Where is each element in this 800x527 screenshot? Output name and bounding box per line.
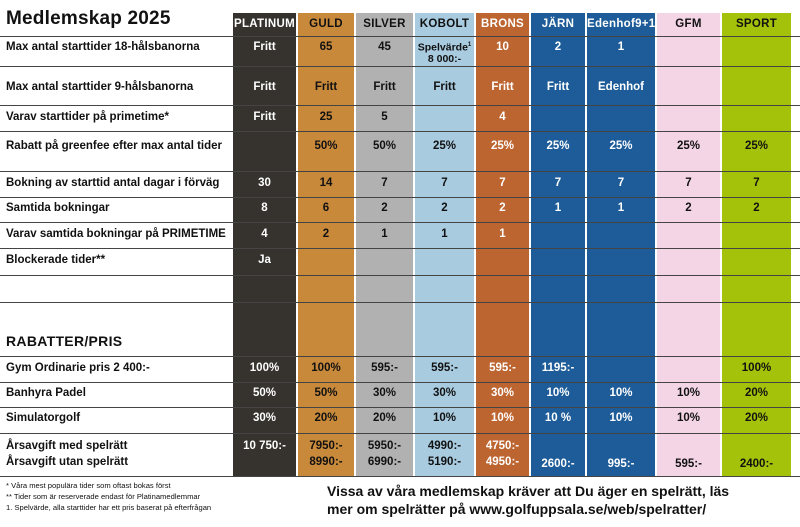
- price-cell-kobolt: 595:-: [431, 362, 458, 374]
- row-label: Max antal starttider 9-hålsbanorna: [6, 81, 194, 93]
- row-divider: [0, 197, 800, 198]
- footnote-blocked: ** Tider som är reserverade endast för Platinamedlemmar: [6, 492, 201, 501]
- price-cell-platinum: 50%: [252, 387, 277, 399]
- row-divider: [0, 433, 800, 434]
- spelvarde-value: 8 000:-: [427, 52, 462, 65]
- price-cell-guld: 20%: [314, 412, 338, 424]
- price-cell-kobolt: 30%: [432, 387, 457, 399]
- price-cell-kobolt: 10%: [432, 412, 457, 424]
- row-divider: [0, 36, 800, 37]
- cell-sport: 2: [753, 202, 760, 214]
- fee-edenhof: 995:-: [607, 458, 635, 470]
- row-divider: [0, 222, 800, 223]
- cell-jarn: 1: [554, 202, 562, 214]
- cell-guld: Fritt: [314, 81, 338, 93]
- column-header-silver: SILVER: [356, 13, 413, 35]
- cell-kobolt: Fritt: [433, 81, 456, 93]
- fee-gfm: 595:-: [675, 458, 702, 470]
- cell-guld: 65: [319, 41, 333, 53]
- column-header-gfm: GFM: [657, 13, 720, 35]
- cell-edenhof: 25%: [609, 140, 633, 152]
- cell-silver: 5: [381, 111, 388, 123]
- price-cell-edenhof: 10%: [609, 387, 633, 399]
- price-cell-jarn: 10 %: [544, 412, 572, 424]
- row-label: Varav samtida bokningar på PRIMETIME: [6, 228, 226, 240]
- price-row-label: Simulatorgolf: [6, 412, 81, 424]
- cell-platinum: Fritt: [253, 41, 276, 53]
- fee-kobolt-without: 5190:-: [427, 456, 462, 468]
- row-divider: [0, 275, 800, 276]
- spelratt-notice-line1: Vissa av våra medlemskap kräver att Du äger en spelrätt, läs: [327, 483, 730, 499]
- price-row-label: Gym Ordinarie pris 2 400:-: [6, 362, 150, 374]
- row-divider: [0, 476, 800, 477]
- price-cell-brons: 30%: [490, 387, 515, 399]
- fee-guld-with: 7950:-: [309, 440, 343, 452]
- cell-kobolt: 1: [441, 228, 448, 240]
- cell-kobolt: 2: [441, 202, 448, 214]
- cell-guld: 25: [319, 111, 333, 123]
- footnote-spelvarde: 1. Spelvärde, alla starttider har ett pris baserat på efterfrågan: [6, 503, 212, 512]
- column-header-edenhof: Edenhof9+1: [587, 13, 655, 35]
- cell-brons: 4: [499, 111, 506, 123]
- cell-kobolt: 25%: [432, 140, 457, 152]
- cell-platinum: Fritt: [253, 81, 276, 93]
- cell-silver: 2: [381, 202, 388, 214]
- price-cell-guld: 50%: [314, 387, 338, 399]
- column-header-guld: GULD: [298, 13, 354, 35]
- cell-guld: 50%: [314, 140, 338, 152]
- cell-brons: 10: [496, 41, 509, 53]
- cell-jarn: 25%: [546, 140, 570, 152]
- row-divider: [0, 382, 800, 383]
- cell-edenhof: 1: [617, 202, 625, 214]
- column-header-brons: BRONS: [476, 13, 529, 35]
- price-cell-sport: 20%: [744, 412, 769, 424]
- cell-silver: 1: [381, 228, 388, 240]
- fee-silver-without: 6990:-: [367, 456, 402, 468]
- cell-jarn: Fritt: [546, 81, 570, 93]
- cell-brons: 7: [499, 177, 506, 189]
- fee-silver-with: 5950:-: [367, 440, 402, 452]
- row-label: Rabatt på greenfee efter max antal tider: [6, 140, 223, 152]
- cell-brons: Fritt: [491, 81, 514, 93]
- cell-gfm: 7: [685, 177, 692, 189]
- price-cell-brons: 595:-: [489, 362, 516, 374]
- cell-brons: 1: [499, 228, 506, 240]
- cell-platinum: 8: [261, 202, 268, 214]
- fee-brons-without: 4950:-: [485, 456, 520, 468]
- row-label: Bokning av starttid antal dagar i förväg: [6, 177, 220, 189]
- cell-silver: 7: [381, 177, 388, 189]
- cell-guld: 14: [319, 177, 333, 189]
- fee-brons-with: 4750:-: [485, 440, 520, 452]
- row-label: Max antal starttider 18-hålsbanorna: [6, 41, 200, 53]
- fee-sport: 2400:-: [739, 458, 774, 470]
- fee-kobolt-with: 4990:-: [427, 440, 462, 452]
- cell-jarn: 7: [554, 177, 562, 189]
- cell-platinum: Ja: [258, 254, 271, 266]
- fee-label-with: Årsavgift med spelrätt: [6, 440, 128, 452]
- price-cell-silver: 595:-: [371, 362, 398, 374]
- price-cell-platinum: 30%: [252, 412, 277, 424]
- cell-guld: 2: [322, 228, 330, 240]
- row-divider: [0, 356, 800, 357]
- price-cell-edenhof: 10%: [609, 412, 633, 424]
- cell-platinum: 30: [258, 177, 271, 189]
- spelratt-notice-line2: mer om spelrätter på www.golfuppsala.se/web/spelratter/: [327, 501, 707, 517]
- row-label: Samtida bokningar: [6, 202, 110, 214]
- cell-brons: 2: [499, 202, 506, 214]
- cell-edenhof: 1: [617, 41, 625, 53]
- fee-platinum: 10 750:-: [243, 440, 286, 452]
- cell-platinum: Fritt: [253, 111, 276, 123]
- cell-silver: Fritt: [373, 81, 396, 93]
- column-header-platinum: PLATINUM: [233, 13, 296, 35]
- cell-edenhof: 7: [617, 177, 625, 189]
- price-cell-guld: 100%: [311, 362, 341, 374]
- row-divider: [0, 105, 800, 106]
- row-divider: [0, 171, 800, 172]
- column-header-kobolt: KOBOLT: [415, 13, 474, 35]
- row-divider: [0, 131, 800, 132]
- price-cell-platinum: 100%: [249, 362, 280, 374]
- cell-edenhof: Edenhof: [598, 81, 644, 93]
- spelvarde-label: Spelvärde: [417, 41, 468, 54]
- price-cell-gfm: 10%: [676, 412, 701, 424]
- cell-sport: 7: [753, 177, 760, 189]
- price-row-label: Banhyra Padel: [6, 387, 86, 399]
- footnote-primetime: * Våra mest populära tider som oftast bokas först: [6, 481, 171, 490]
- fee-label-without: Årsavgift utan spelrätt: [6, 456, 129, 468]
- page-title: Medlemskap 2025: [6, 8, 171, 29]
- price-cell-gfm: 10%: [676, 387, 701, 399]
- row-divider: [0, 302, 800, 303]
- cell-gfm: 2: [685, 202, 692, 214]
- fee-jarn: 2600:-: [541, 458, 575, 470]
- price-cell-silver: 20%: [372, 412, 397, 424]
- kobolt-spelvarde: [415, 40, 474, 65]
- price-cell-silver: 30%: [372, 387, 397, 399]
- row-label: Blockerade tider**: [6, 254, 106, 266]
- price-cell-brons: 10%: [490, 412, 515, 424]
- cell-kobolt: 7: [441, 177, 448, 189]
- cell-gfm: 25%: [676, 140, 701, 152]
- section-title-rabatter: RABATTER/PRIS: [6, 333, 123, 349]
- cell-silver: 50%: [372, 140, 397, 152]
- cell-brons: 25%: [490, 140, 515, 152]
- spelvarde-footnote-mark: 1: [467, 42, 472, 48]
- price-cell-sport: 100%: [741, 362, 772, 374]
- cell-sport: 25%: [744, 140, 769, 152]
- column-header-sport: SPORT: [722, 13, 791, 35]
- fee-guld-without: 8990:-: [309, 456, 343, 468]
- price-cell-jarn: 10%: [546, 387, 570, 399]
- price-cell-sport: 20%: [744, 387, 769, 399]
- row-divider: [0, 66, 800, 67]
- cell-guld: 6: [322, 202, 330, 214]
- row-divider: [0, 248, 800, 249]
- row-label: Varav starttider på primetime*: [6, 111, 169, 123]
- column-header-jarn: JÄRN: [531, 13, 585, 35]
- cell-silver: 45: [378, 41, 391, 53]
- price-cell-jarn: 1195:-: [541, 362, 575, 374]
- row-divider: [0, 407, 800, 408]
- cell-platinum: 4: [261, 228, 268, 240]
- cell-jarn: 2: [554, 41, 562, 53]
